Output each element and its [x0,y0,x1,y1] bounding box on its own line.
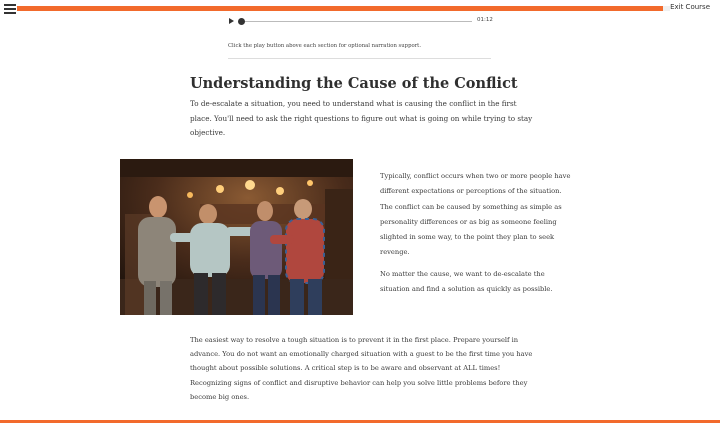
bar-conflict-photo [120,159,353,315]
de-escalate-paragraph: No matter the cause, we want to de-escalate the situation and find a solution as quickly as possible. [380,269,553,294]
play-icon[interactable] [229,18,234,24]
audio-seek-track[interactable] [240,21,472,22]
audio-player [228,15,493,29]
hamburger-menu-icon[interactable] [4,4,16,14]
prevention-paragraph: The easiest way to resolve a tough situation is to prevent it in the first place. Prepare yourself in advance. You do not want an emotionally charged situation with a guest to be the first time you have thought about possible solutions. A critical step is to be aware and observant at ALL times! Recognizing signs of conflict and disruptive behavior can help you solve little problems before they become big ones. [190,336,533,401]
course-progress-bar [17,6,670,11]
conflict-causes-paragraph: Typically, conflict occurs when two or more people have different expectations or perceptions of the situation. The conflict can be caused by something as simple as personality differences or as big as someone feeling slighted in some way, to the point they plan to seek revenge. [380,172,571,257]
bar-conflict-photo-drawing [120,159,353,315]
course-progress-fill [17,6,663,11]
exit-course-button[interactable]: Exit Course [670,3,710,11]
footer-accent-bar [0,420,720,423]
section-divider [228,58,491,59]
side-text-block [380,169,575,303]
intro-paragraph: To de-escalate a situation, you need to understand what is causing the conflict in the first place. You'll need to ask the right questions to figure out what is going on while trying to stay objective. [190,99,533,137]
audio-duration: 01:12 [477,17,493,23]
section-title: Understanding the Cause of the Conflict [190,75,518,92]
audio-seek-handle[interactable] [238,18,245,25]
narration-note: Click the play button above each section for optional narration support. [228,43,421,49]
